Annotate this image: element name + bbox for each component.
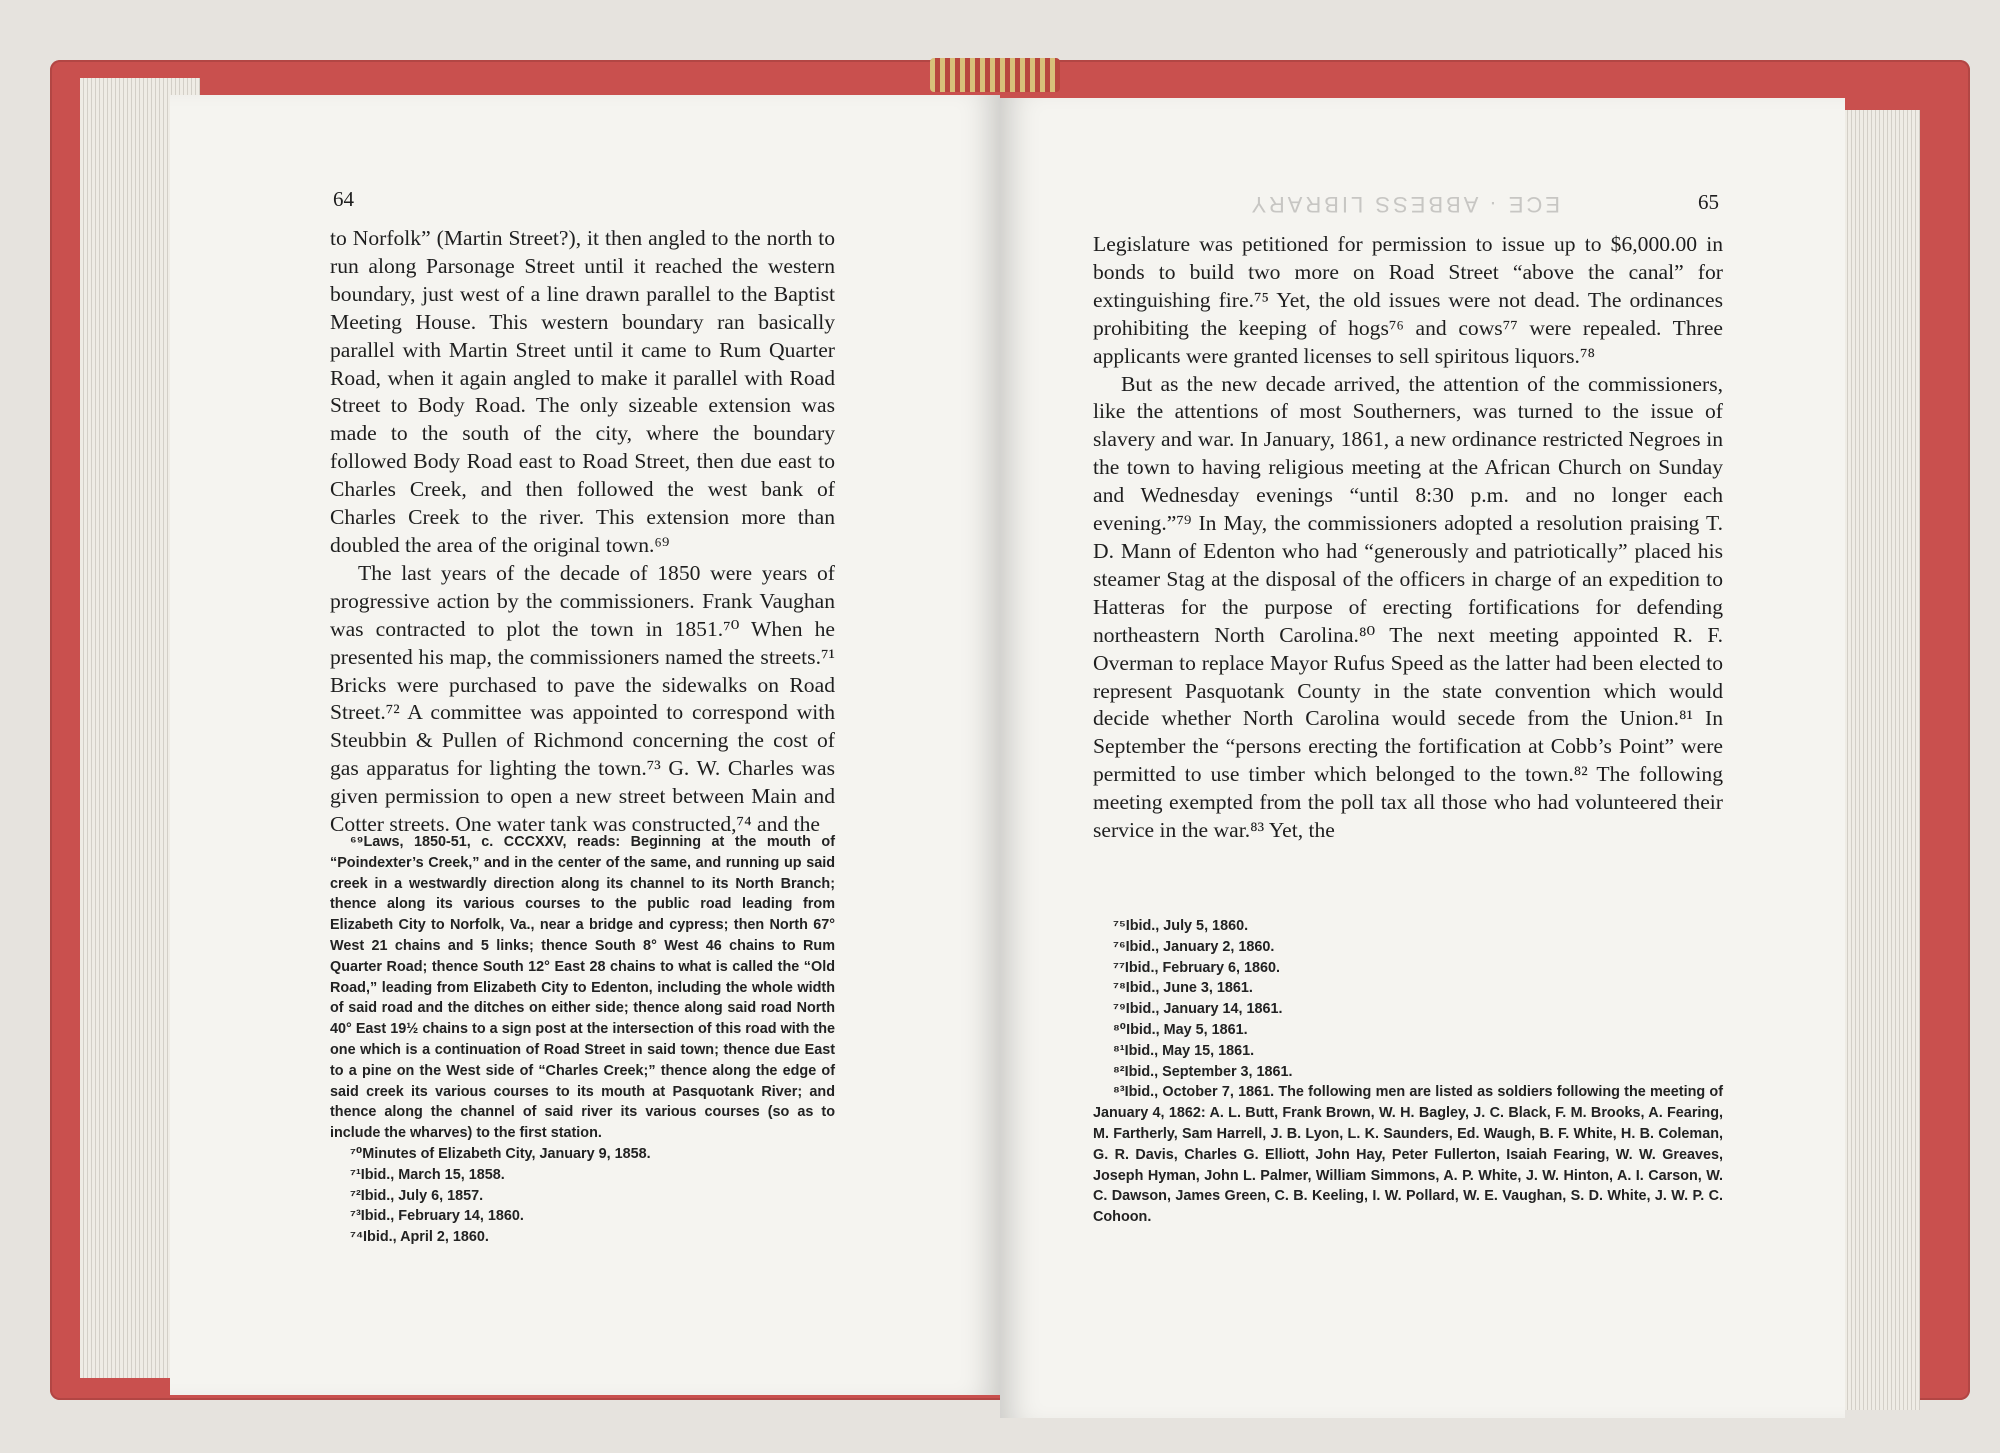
left-footnotes	[330, 832, 835, 1248]
left-page-number: 64	[333, 187, 354, 211]
right-paragraph-2: But as the new decade arrived, the attention of the commissioners, like the attentions of most Southerners, was turned to the issue of slavery and war. In January, 1861, a new ordinance restricted Negroes in the town to having religious meeting at the African Church on Sunday and Wednesday evenings “until 8:30 p.m. and no longer each evening.”⁷⁹ In May, the commissioners adopted a resolution praising T. D. Mann of Edenton who had “generously and patriotically” placed his steamer Stag at the disposal of the officers in charge of an expedition to Hatteras for the purpose of erecting fortifications for defending northeastern North Carolina.⁸⁰ The next meeting appointed R. F. Overman to replace Mayor Rufus Speed as the latter had been elected to represent Pasquotank County in the state convention which would decide whether North Carolina would secede from the Union.⁸¹ In September the “persons erecting the fortification at Cobb’s Point” were permitted to use timber which belonged to the town.⁸² The following meeting exempted from the poll tax all those who had volunteered their service in the war.⁸³ Yet, the	[1093, 371, 1723, 843]
footnote-75: ⁷⁵Ibid., July 5, 1860.	[1113, 918, 1249, 934]
right-page	[1000, 98, 1845, 1418]
footnote-72: ⁷²Ibid., July 6, 1857.	[350, 1187, 484, 1204]
right-paragraph-1: Legislature was petitioned for permission to issue up to $6,000.00 in bonds to build two more on Road Street “above the canal” for extinguishing fire.⁷⁵ Yet, the old issues were not dead. The ordinances prohibiting the keeping of hogs⁷⁶ and cows⁷⁷ were repealed. Three applicants were granted licenses to sell spiritous liquors.⁷⁸	[1093, 232, 1723, 368]
right-page-number: 65	[1698, 190, 1719, 214]
bleed-through-header: ECE · ABBESS LIBRARY	[1248, 192, 1560, 217]
footnote-70: ⁷⁰Minutes of Elizabeth City, January 9, 1858.	[350, 1145, 651, 1162]
footnote-76: ⁷⁶Ibid., January 2, 1860.	[1113, 938, 1275, 955]
left-paragraph-1: to Norfolk” (Martin Street?), it then angled to the north to run along Parsonage Street until it reached the western boundary, just west of a line drawn parallel to the Baptist Meeting House. This western boundary ran basically parallel with Martin Street until it came to Rum Quarter Road, when it again angled to make it parallel with Road Street to Body Road. The only sizeable extension was made to the south of the city, where the boundary followed Body Road east to Road Street, then due east to Charles Creek, and then followed the west bank of Charles Creek to the river. This extension more than doubled the area of the original town.⁶⁹	[330, 226, 835, 557]
footnote-78: ⁷⁸Ibid., June 3, 1861.	[1113, 980, 1253, 997]
left-page	[170, 95, 1000, 1395]
footnote-79: ⁷⁹Ibid., January 14, 1861.	[1113, 1001, 1283, 1018]
footnote-77: ⁷⁷Ibid., February 6, 1860.	[1113, 959, 1281, 976]
footnote-69: ⁶⁹Laws, 1850-51, c. CCCXXV, reads: Beginning at the mouth of “Poindexter’s Creek,” and in the center of the same, and running up said creek in a westwardly direction along its channel to its North Branch; thence along its various courses to the public road leading from Elizabeth City to Norfolk, Va., near a bridge and cypress; then North 67° West 21 chains and 5 links; thence South 8° West 46 chains to Rum Quarter Road; thence South 12° East 28 chains to what is called the “Old Road,” leading from Elizabeth City to Edenton, including the whole width of said road and the ditches on either side; thence along said road North 40° East 19½ chains to a sign post at the intersection of this road with the one which is a continuation of Road Street in said town; thence due East to a pine on the West side of “Charles Creek;” thence along the edge of said creek its various courses to its mouth at Pasquotank River; and thence along the channel of said river its various courses (so as to include the wharves) to the first station.	[330, 834, 835, 1142]
left-page-body	[330, 225, 835, 839]
footnote-73: ⁷³Ibid., February 14, 1860.	[350, 1208, 524, 1225]
footnote-71: ⁷¹Ibid., March 15, 1858.	[350, 1166, 505, 1183]
footnote-81: ⁸¹Ibid., May 15, 1861.	[1113, 1042, 1255, 1059]
right-footnotes	[1093, 916, 1723, 1228]
footnote-74: ⁷⁴Ibid., April 2, 1860.	[350, 1229, 489, 1246]
footnote-83: ⁸³Ibid., October 7, 1861. The following men are listed as soldiers following the meeting of January 4, 1862: A. L. Butt, Frank Brown, W. H. Bagley, J. C. Black, F. M. Brooks, A. Fearing, M. Fartherly, Sam Harrell, J. B. Lyon, L. K. Saunders, Ed. Waugh, B. F. White, H. B. Coleman, G. R. Davis, Charles G. Elliott, John Hay, Peter Fullerton, Isaiah Fearing, W. W. Greaves, Joseph Hyman, John L. Palmer, William Simmons, A. P. White, J. W. Hinton, A. I. Carson, W. C. Dawson, James Green, C. B. Keeling, I. W. Pollard, W. E. Vaughan, S. D. White, J. W. P. C. Cohoon.	[1093, 1084, 1723, 1226]
footnote-82: ⁸²Ibid., September 3, 1861.	[1113, 1063, 1293, 1080]
footnote-80: ⁸⁰Ibid., May 5, 1861.	[1113, 1021, 1248, 1038]
right-page-body	[1093, 231, 1723, 845]
left-paragraph-2: The last years of the decade of 1850 were years of progressive action by the commissioners. Frank Vaughan was contracted to plot the town in 1851.⁷⁰ When he presented his map, the commissioners named the streets.⁷¹ Bricks were purchased to pave the sidewalks on Road Street.⁷² A committee was appointed to correspond with Steubbin & Pullen of Richmond concerning the cost of gas apparatus for lighting the town.⁷³ G. W. Charles was given permission to open a new street between Main and Cotter streets. One water tank was constructed,⁷⁴ and the	[330, 560, 835, 837]
book-headband	[930, 58, 1060, 92]
